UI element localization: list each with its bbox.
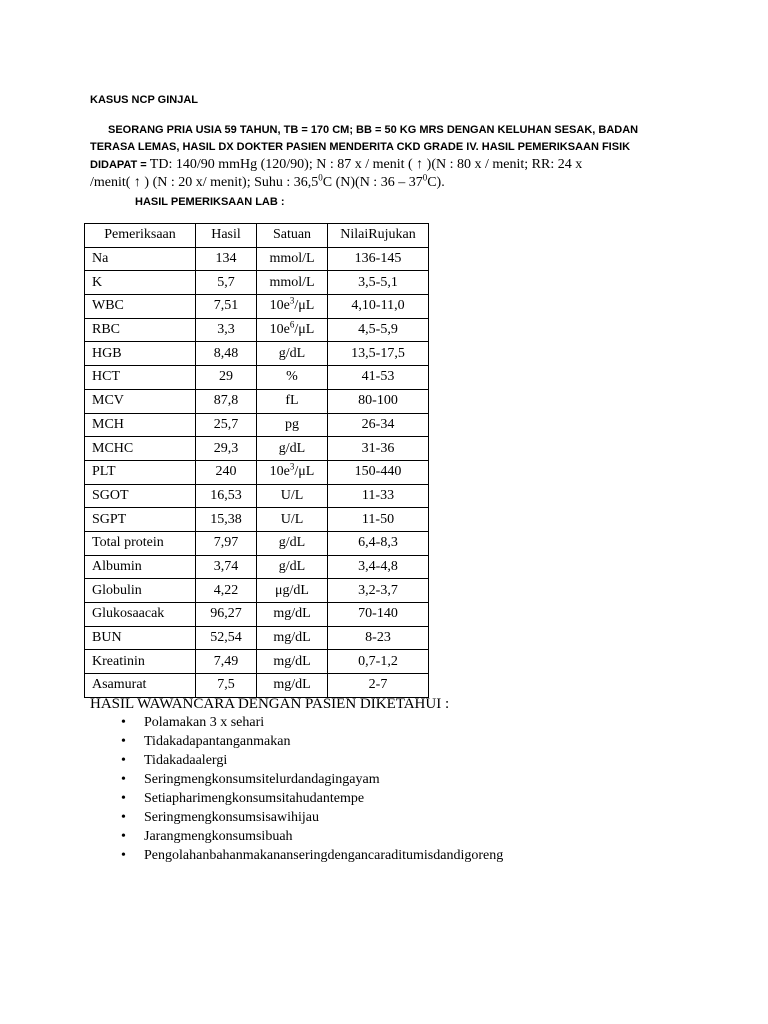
case-line-1 [90,122,690,139]
table-row [85,389,429,413]
table-row [85,484,429,508]
header-hasil: Hasil [196,224,257,248]
header-nilai-rujukan: NilaiRujukan [328,224,429,248]
vital-signs-text: TD: 140/90 mmHg (120/90); N : 87 x / menit ( ↑ )(N : 80 x / menit; RR: 24 x [149,157,583,172]
unit-text: 10e [269,464,290,480]
unit-text: % [286,369,298,385]
bullet-icon: • [121,772,126,787]
cell-unit [257,271,328,295]
table-row [85,508,429,532]
document-title: KASUS NCP GINJAL [90,94,198,106]
list-item [90,846,503,865]
cell-unit [257,366,328,390]
unit-text: g/dL [278,558,306,574]
table-row [85,650,429,674]
cell-reference: 11-33 [328,484,429,508]
cell-result: 5,7 [196,271,257,295]
table-row [85,247,429,271]
table-row [85,579,429,603]
unit-suffix: /μL [294,322,315,338]
list-item [90,770,503,789]
cell-test: Albumin [85,555,196,579]
cell-reference: 3,5-5,1 [328,271,429,295]
cell-reference: 6,4-8,3 [328,531,429,555]
cell-unit [257,531,328,555]
unit-text: U/L [280,511,304,527]
table-row [85,318,429,342]
table-row [85,271,429,295]
list-item [90,732,503,751]
cell-result: 7,51 [196,295,257,319]
cell-result: 134 [196,247,257,271]
table-row [85,342,429,366]
list-item [90,713,503,732]
cell-test: MCV [85,389,196,413]
unit-text: 10e [269,322,290,338]
cell-unit [257,295,328,319]
interview-list [90,713,503,865]
header-satuan: Satuan [257,224,328,248]
cell-unit [257,650,328,674]
table-row [85,413,429,437]
table-row [85,366,429,390]
cell-reference: 8-23 [328,626,429,650]
table-row [85,555,429,579]
cell-test: HCT [85,366,196,390]
cell-test: SGPT [85,508,196,532]
cell-reference: 3,2-3,7 [328,579,429,603]
cell-unit [257,603,328,627]
vital-signs-cont-c: C). [427,175,445,190]
table-row [85,460,429,484]
cell-result: 15,38 [196,508,257,532]
unit-suffix: /μL [294,464,315,480]
cell-result: 7,5 [196,674,257,698]
cell-reference: 4,10-11,0 [328,295,429,319]
bullet-icon: • [121,810,126,825]
bullet-icon: • [121,715,126,730]
cell-reference: 80-100 [328,389,429,413]
cell-test: BUN [85,626,196,650]
cell-result: 52,54 [196,626,257,650]
cell-unit [257,460,328,484]
lab-results-table [84,223,429,698]
cell-test: Total protein [85,531,196,555]
cell-result: 29,3 [196,437,257,461]
cell-reference: 150-440 [328,460,429,484]
cell-unit [257,342,328,366]
list-item-text: Jarangmengkonsumsibuah [144,829,293,844]
cell-test: HGB [85,342,196,366]
cell-result: 16,53 [196,484,257,508]
cell-reference: 2-7 [328,674,429,698]
unit-text: mg/dL [273,606,311,622]
degree-sup-2: 0 [422,172,428,183]
cell-test: Kreatinin [85,650,196,674]
cell-result: 3,3 [196,318,257,342]
cell-reference: 13,5-17,5 [328,342,429,366]
bullet-icon: • [121,848,126,863]
unit-text: g/dL [278,535,306,551]
cell-reference: 26-34 [328,413,429,437]
unit-text: fL [285,393,299,409]
cell-unit [257,389,328,413]
case-line-4 [90,174,690,191]
case-line-3-label: DIDAPAT = [90,159,150,171]
table-row [85,295,429,319]
cell-test: K [85,271,196,295]
bullet-icon: • [121,753,126,768]
case-description [90,122,690,191]
bullet-icon: • [121,791,126,806]
cell-reference: 136-145 [328,247,429,271]
cell-unit [257,437,328,461]
cell-unit [257,508,328,532]
cell-unit [257,579,328,603]
list-item-text: Setiapharimengkonsumsitahudantempe [144,791,365,806]
list-item [90,751,503,770]
cell-reference: 11-50 [328,508,429,532]
list-item-text: Polamakan 3 x sehari [144,715,265,730]
cell-result: 7,97 [196,531,257,555]
header-pemeriksaan: Pemeriksaan [85,224,196,248]
cell-reference: 4,5-5,9 [328,318,429,342]
unit-text: mg/dL [273,653,311,669]
cell-reference: 41-53 [328,366,429,390]
unit-text: g/dL [278,440,306,456]
cell-unit [257,484,328,508]
unit-exponent: 3 [289,295,295,306]
list-item-text: Tidakadaalergi [144,753,228,768]
cell-result: 4,22 [196,579,257,603]
cell-test: Globulin [85,579,196,603]
unit-exponent: 6 [289,319,295,330]
unit-suffix: /μL [294,298,315,314]
cell-test: MCH [85,413,196,437]
cell-result: 96,27 [196,603,257,627]
case-line-1-text: SEORANG PRIA USIA 59 TAHUN, TB = 170 CM; BB = 50 KG MRS DENGAN KELUHAN SESAK, BADAN [108,124,639,136]
unit-text: pg [285,416,299,432]
case-line-3 [90,156,690,174]
cell-reference: 70-140 [328,603,429,627]
unit-text: mmol/L [269,274,315,290]
list-item [90,789,503,808]
unit-text: U/L [280,487,304,503]
unit-text: μg/dL [275,582,309,598]
list-item [90,808,503,827]
cell-unit [257,318,328,342]
cell-result: 3,74 [196,555,257,579]
table-row [85,674,429,698]
list-item-text: Seringmengkonsumsisawihijau [144,810,319,825]
unit-text: mmol/L [269,251,315,267]
cell-test: Asamurat [85,674,196,698]
unit-text: 10e [269,298,290,314]
cell-unit [257,247,328,271]
unit-text: g/dL [278,345,306,361]
cell-unit [257,674,328,698]
table-row [85,437,429,461]
bullet-icon: • [121,829,126,844]
bullet-icon: • [121,734,126,749]
cell-unit [257,626,328,650]
cell-result: 25,7 [196,413,257,437]
table-row [85,531,429,555]
cell-test: MCHC [85,437,196,461]
cell-unit [257,555,328,579]
cell-unit [257,413,328,437]
cell-reference: 31-36 [328,437,429,461]
cell-result: 29 [196,366,257,390]
cell-test: SGOT [85,484,196,508]
cell-test: Glukosaacak [85,603,196,627]
cell-reference: 3,4-4,8 [328,555,429,579]
cell-result: 7,49 [196,650,257,674]
cell-test: PLT [85,460,196,484]
degree-sup-1: 0 [318,172,323,183]
case-line-2: TERASA LEMAS, HASIL DX DOKTER PASIEN MENDERITA CKD GRADE IV. HASIL PEMERIKSAAN FISIK [90,141,631,153]
table-row [85,603,429,627]
cell-reference: 0,7-1,2 [328,650,429,674]
list-item-text: Pengolahanbahanmakananseringdengancaraditumisdandigoreng [144,848,504,863]
lab-results-heading: HASIL PEMERIKSAAN LAB : [135,196,285,208]
unit-exponent: 3 [289,461,295,472]
cell-test: Na [85,247,196,271]
unit-text: mg/dL [273,630,311,646]
table-row [85,626,429,650]
cell-result: 8,48 [196,342,257,366]
list-item [90,827,503,846]
cell-result: 87,8 [196,389,257,413]
cell-result: 240 [196,460,257,484]
cell-test: WBC [85,295,196,319]
list-item-text: Seringmengkonsumsitelurdandagingayam [144,772,380,787]
interview-heading: HASIL WAWANCARA DENGAN PASIEN DIKETAHUI : [90,696,450,712]
cell-test: RBC [85,318,196,342]
vital-signs-cont-b: C (N)(N : 36 – 37 [322,175,423,190]
vital-signs-cont-a: /menit( ↑ ) (N : 20 x/ menit); Suhu : 36,5 [90,175,319,190]
unit-text: mg/dL [273,677,311,693]
table-header-row [85,224,429,248]
list-item-text: Tidakadapantanganmakan [144,734,291,749]
